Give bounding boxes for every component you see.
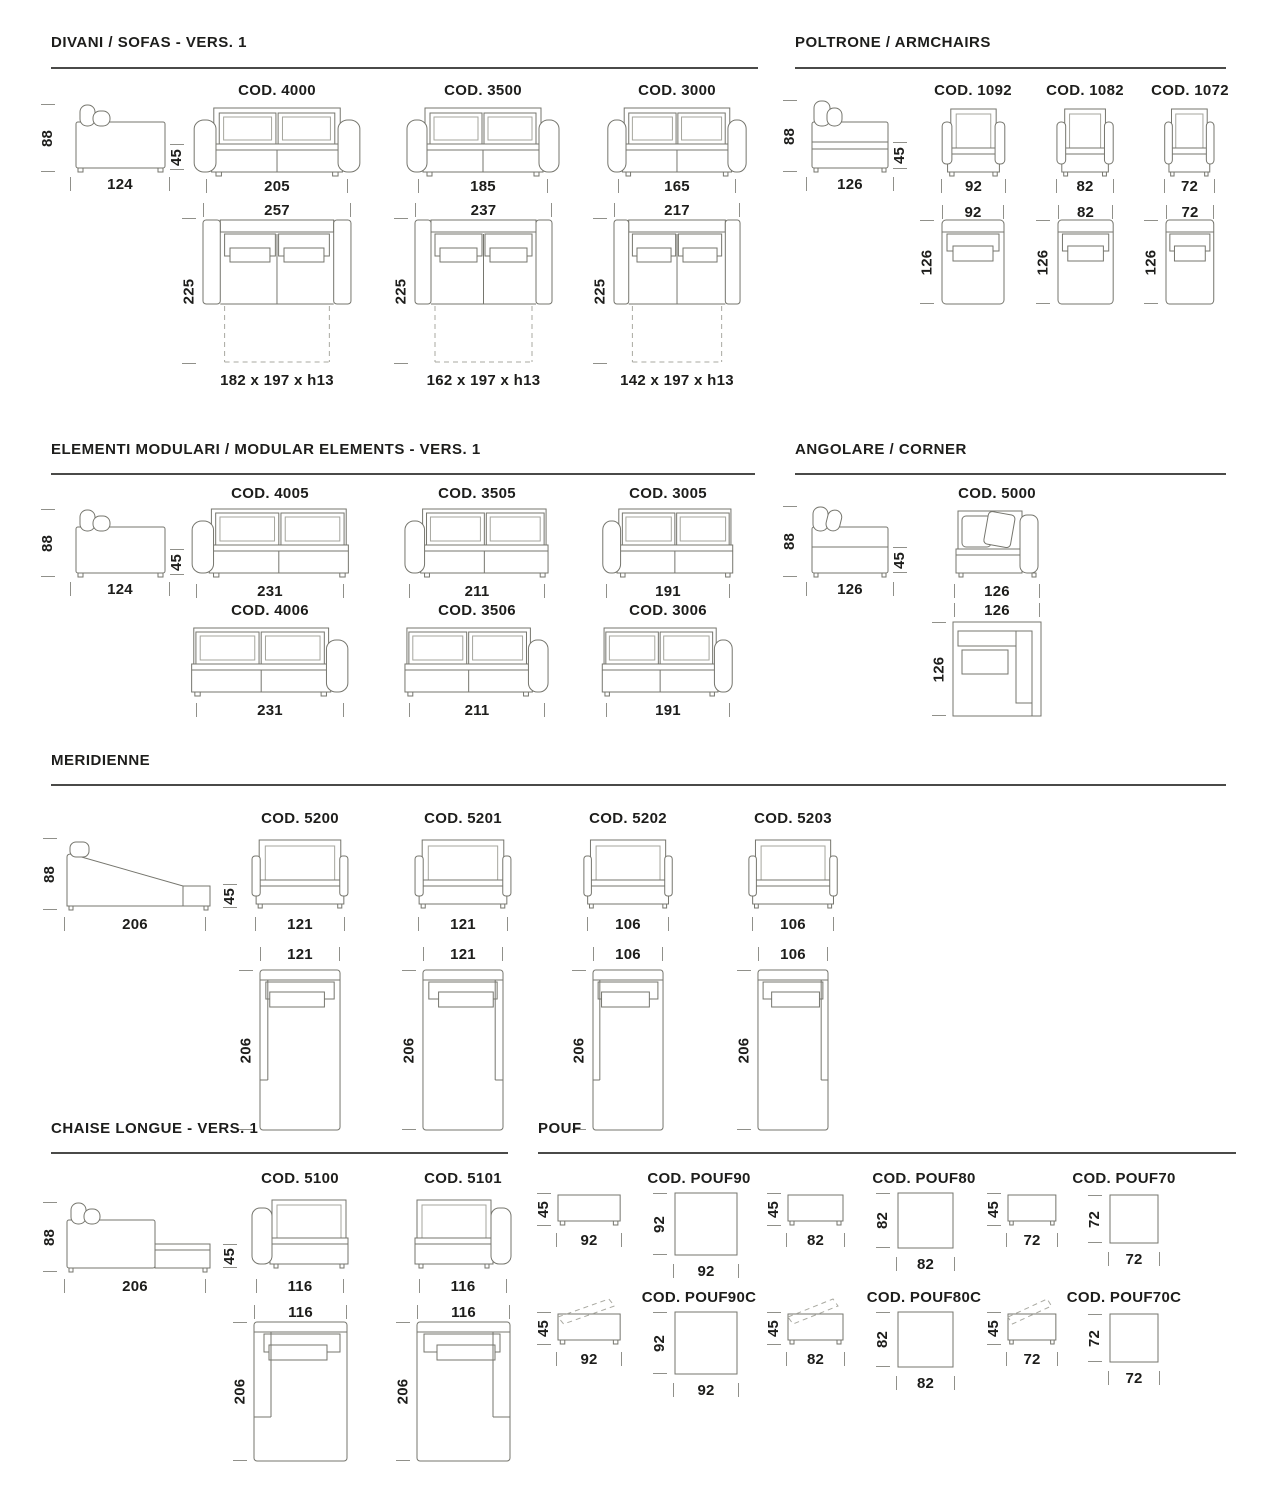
dim-top-width: 106	[593, 944, 663, 964]
dim-open-depth: 225	[590, 218, 610, 364]
modular-front-view-4005	[192, 509, 348, 577]
dim-width: 205	[206, 176, 348, 196]
dim-pouf-top-width: 72	[1108, 1249, 1160, 1269]
model-code: COD. 5202	[589, 810, 667, 827]
dim-width: 116	[419, 1276, 507, 1296]
dim-width: 191	[606, 581, 730, 601]
dim-pouf-width: 72	[1006, 1349, 1058, 1369]
pouf-top-view-80	[898, 1193, 953, 1248]
section-rule-meridienne	[51, 784, 1226, 786]
dim-top-width: 116	[254, 1302, 347, 1322]
section-title-sofas: DIVANI / SOFAS - VERS. 1	[51, 34, 247, 51]
meridienne-front-view-5202	[584, 840, 672, 908]
dim-open-width: 217	[614, 200, 740, 220]
meridienne-front-view-5201	[415, 840, 511, 908]
dim-side-width: 206	[64, 1276, 206, 1296]
dim-pouf-top-depth: 72	[1085, 1314, 1105, 1362]
chaise-side-view	[67, 1203, 210, 1272]
dim-top-width: 106	[758, 944, 828, 964]
dim-top-width: 121	[260, 944, 340, 964]
modular-side-view	[76, 510, 165, 577]
dim-pouf-top-depth: 92	[650, 1312, 670, 1374]
section-title-modular: ELEMENTI MODULARI / MODULAR ELEMENTS - VERS. 1	[51, 441, 481, 458]
dim-depth: 206	[569, 970, 589, 1130]
dim-side-height: 88	[40, 1202, 60, 1272]
dim-side-height: 88	[780, 506, 800, 577]
dim-pouf-top-width: 82	[896, 1254, 955, 1274]
dim-depth: 206	[236, 970, 256, 1130]
chaise-top-view-5100	[254, 1322, 347, 1461]
dim-side-seat-height: 45	[890, 142, 910, 169]
dim-width: 72	[1164, 176, 1215, 196]
dim-depth: 206	[393, 1322, 413, 1461]
section-rule-chaise	[51, 1152, 508, 1154]
armchair-front-view-1092	[942, 109, 1005, 176]
dim-depth: 126	[1033, 220, 1053, 304]
modular-front-view-4006	[192, 628, 348, 696]
model-code: COD. POUF80	[872, 1170, 976, 1187]
dim-width: 185	[418, 176, 548, 196]
section-title-corner: ANGOLARE / CORNER	[795, 441, 967, 458]
dim-width: 126	[954, 581, 1040, 601]
dim-width: 231	[196, 700, 344, 720]
dim-pouf-top-depth: 82	[873, 1193, 893, 1248]
dim-depth: 126	[929, 622, 949, 716]
pouf-side-view-80c	[788, 1314, 843, 1344]
model-code: COD. 3505	[438, 485, 516, 502]
model-code: COD. 3500	[444, 82, 522, 99]
dim-side-seat-height: 45	[220, 1244, 240, 1268]
section-rule-corner	[795, 473, 1226, 475]
chaise-front-view-5101	[415, 1200, 511, 1268]
sofa-top-view-4000	[203, 220, 351, 362]
dim-side-seat-height: 45	[890, 547, 910, 573]
dim-pouf-height: 45	[764, 1193, 784, 1226]
model-code: COD. 4005	[231, 485, 309, 502]
model-code: COD. 1082	[1046, 82, 1124, 99]
dim-pouf-height: 45	[984, 1193, 1004, 1226]
sofa-top-view-3000	[614, 220, 740, 362]
dim-top-width: 92	[942, 202, 1004, 222]
section-rule-modular	[51, 473, 755, 475]
chaise-top-view-5101	[417, 1322, 510, 1461]
modular-front-view-3005	[603, 509, 733, 577]
bed-size-label: 142 x 197 x h13	[620, 372, 734, 389]
model-code: COD. 5201	[424, 810, 502, 827]
pouf-top-view-70	[1110, 1195, 1158, 1243]
model-code: COD. 3006	[629, 602, 707, 619]
dim-side-height: 88	[780, 100, 800, 172]
sofa-top-view-3500	[415, 220, 552, 362]
dim-width: 191	[606, 700, 730, 720]
pouf-side-view-90c	[558, 1314, 620, 1344]
section-title-chaise: CHAISE LONGUE - VERS. 1	[51, 1120, 259, 1137]
dim-side-width: 126	[806, 174, 894, 194]
dim-pouf-width: 92	[556, 1349, 622, 1369]
dim-pouf-top-depth: 92	[650, 1193, 670, 1255]
dim-open-depth: 225	[179, 218, 199, 364]
dim-side-seat-height: 45	[167, 144, 187, 170]
dim-depth: 206	[734, 970, 754, 1130]
dim-open-width: 257	[203, 200, 351, 220]
model-code: COD. 5101	[424, 1170, 502, 1187]
meridienne-side-view	[67, 842, 210, 910]
dim-side-seat-height: 45	[167, 549, 187, 575]
dim-side-height: 88	[38, 104, 58, 172]
dim-pouf-height: 45	[534, 1312, 554, 1345]
dim-side-height: 88	[38, 509, 58, 577]
dim-pouf-top-depth: 72	[1085, 1195, 1105, 1243]
section-rule-armchairs	[795, 67, 1226, 69]
model-code: COD. 1072	[1151, 82, 1229, 99]
dim-width: 121	[255, 914, 345, 934]
dim-top-width: 121	[423, 944, 503, 964]
armchair-front-view-1072	[1165, 109, 1214, 176]
model-code: COD. POUF90C	[641, 1289, 757, 1306]
sofa-front-view-3000	[608, 108, 746, 176]
dim-side-width: 124	[70, 174, 170, 194]
meridienne-top-view-5202	[593, 970, 663, 1130]
pouf-top-view-90	[675, 1193, 737, 1255]
dim-side-width: 124	[70, 579, 170, 599]
dim-width: 211	[409, 700, 545, 720]
sofa-front-view-3500	[407, 108, 559, 176]
dim-pouf-top-width: 72	[1108, 1368, 1160, 1388]
corner-top-view-5000	[953, 622, 1041, 716]
model-code: COD. 3005	[629, 485, 707, 502]
dim-width: 211	[409, 581, 545, 601]
meridienne-top-view-5203	[758, 970, 828, 1130]
pouf-side-view-70	[1008, 1195, 1056, 1225]
dim-depth: 206	[230, 1322, 250, 1461]
meridienne-front-view-5203	[749, 840, 837, 908]
dim-width: 82	[1056, 176, 1114, 196]
armchair-front-view-1082	[1057, 109, 1113, 176]
dim-width: 121	[418, 914, 508, 934]
dim-top-width: 82	[1058, 202, 1113, 222]
armchair-top-view-1072	[1166, 220, 1214, 304]
pouf-side-view-70c	[1008, 1314, 1056, 1344]
dim-pouf-width: 82	[786, 1230, 845, 1250]
dim-side-width: 206	[64, 914, 206, 934]
armchair-top-view-1092	[942, 220, 1004, 304]
section-rule-pouf	[538, 1152, 1236, 1154]
dim-open-depth: 225	[391, 218, 411, 364]
modular-front-view-3505	[405, 509, 548, 577]
dim-pouf-top-width: 92	[673, 1261, 739, 1281]
bed-size-label: 182 x 197 x h13	[220, 372, 334, 389]
dim-open-width: 237	[415, 200, 552, 220]
model-code: COD. 1092	[934, 82, 1012, 99]
dim-width: 106	[752, 914, 834, 934]
dim-pouf-height: 45	[534, 1193, 554, 1226]
dim-width: 231	[196, 581, 344, 601]
model-code: COD. 5203	[754, 810, 832, 827]
dim-side-height: 88	[40, 838, 60, 910]
model-code: COD. 5000	[958, 485, 1036, 502]
dim-pouf-width: 92	[556, 1230, 622, 1250]
model-code: COD. 4000	[238, 82, 316, 99]
dim-depth: 206	[399, 970, 419, 1130]
section-rule-sofas	[51, 67, 758, 69]
sofa-front-view-4000	[194, 108, 360, 176]
dim-top-width: 116	[417, 1302, 510, 1322]
section-title-pouf: POUF	[538, 1120, 582, 1137]
dim-width: 165	[618, 176, 736, 196]
model-code: COD. 5100	[261, 1170, 339, 1187]
pouf-side-view-80	[788, 1195, 843, 1225]
model-code: COD. POUF70	[1072, 1170, 1176, 1187]
pouf-top-view-70c	[1110, 1314, 1158, 1362]
model-code: COD. 3000	[638, 82, 716, 99]
sofa-side-view	[76, 105, 165, 172]
dim-width: 92	[941, 176, 1006, 196]
model-code: COD. 4006	[231, 602, 309, 619]
dim-pouf-top-depth: 82	[873, 1312, 893, 1367]
pouf-top-view-80c	[898, 1312, 953, 1367]
dim-depth: 126	[917, 220, 937, 304]
dim-side-width: 126	[806, 579, 894, 599]
dim-width: 106	[587, 914, 669, 934]
dim-pouf-top-width: 92	[673, 1380, 739, 1400]
corner-side-view	[812, 507, 888, 577]
corner-front-view-5000	[956, 511, 1038, 577]
dim-pouf-width: 82	[786, 1349, 845, 1369]
dim-top-width: 126	[954, 600, 1040, 620]
model-code: COD. POUF70C	[1066, 1289, 1182, 1306]
armchair-top-view-1082	[1058, 220, 1113, 304]
dim-side-seat-height: 45	[220, 884, 240, 908]
dim-depth: 126	[1141, 220, 1161, 304]
section-title-armchairs: POLTRONE / ARMCHAIRS	[795, 34, 991, 51]
model-code: COD. POUF80C	[866, 1289, 982, 1306]
meridienne-top-view-5200	[260, 970, 340, 1130]
chaise-front-view-5100	[252, 1200, 348, 1268]
model-code: COD. POUF90	[647, 1170, 751, 1187]
dim-pouf-height: 45	[984, 1312, 1004, 1345]
armchair-side-view	[812, 101, 888, 172]
model-code: COD. 5200	[261, 810, 339, 827]
modular-front-view-3506	[405, 628, 548, 696]
model-code: COD. 3506	[438, 602, 516, 619]
section-title-meridienne: MERIDIENNE	[51, 752, 151, 769]
dim-top-width: 72	[1166, 202, 1214, 222]
pouf-top-view-90c	[675, 1312, 737, 1374]
modular-front-view-3006	[602, 628, 732, 696]
dim-pouf-width: 72	[1006, 1230, 1058, 1250]
dim-pouf-height: 45	[764, 1312, 784, 1345]
meridienne-front-view-5200	[252, 840, 348, 908]
pouf-side-view-90	[558, 1195, 620, 1225]
bed-size-label: 162 x 197 x h13	[426, 372, 541, 389]
dim-pouf-top-width: 82	[896, 1373, 955, 1393]
meridienne-top-view-5201	[423, 970, 503, 1130]
dim-width: 116	[256, 1276, 344, 1296]
